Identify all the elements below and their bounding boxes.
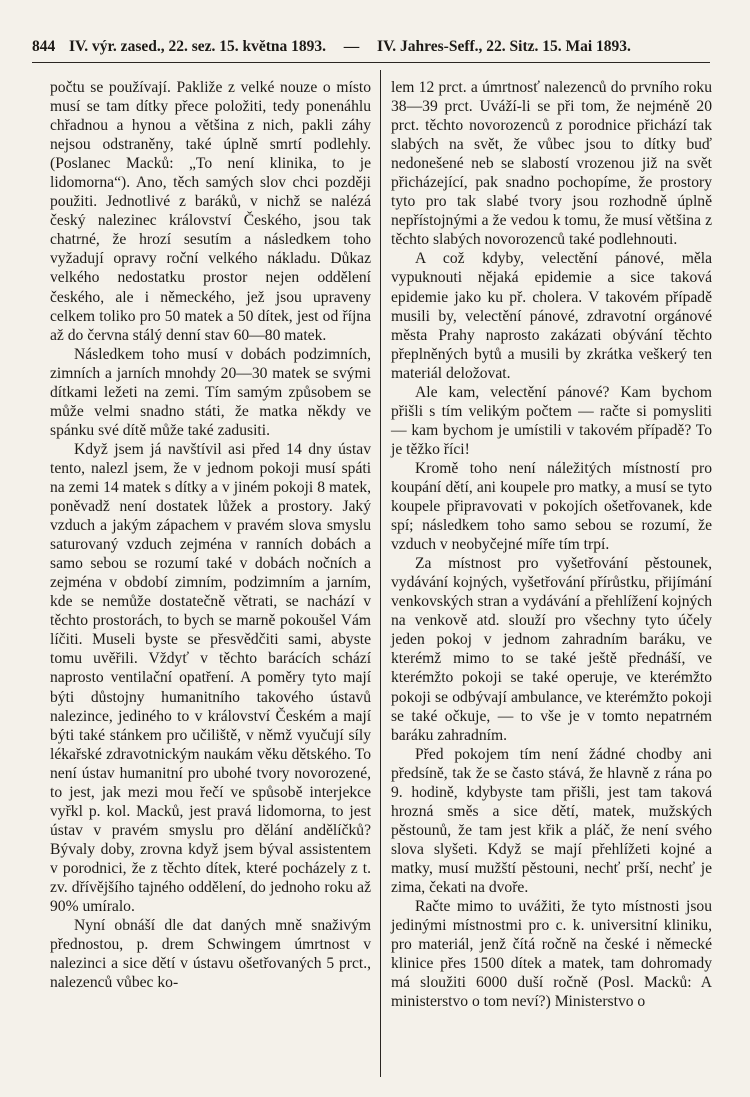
paragraph: lem 12 prct. a úmrtnosť nalezenců do prvního roku 38—39 prct. Uváží-li se při tom, že nejméně 20 prct. těchto novorozenců z porodnice přichází tak slabých na svět, že vůbec jsou to dítky buď nedonešené neb se slabostí vrozenou již na svět přicházející, pak snadno pochopíme, že prostory tyto pro tak slabé tvory jsou rozhodně úplně nepřístojnými a že vedou k tomu, že musí většina z těchto slabých novorozenců také podlehnouti. [390, 79, 713, 249]
right-column [381, 78, 712, 1077]
header-separator: — [343, 38, 360, 55]
paragraph: Nyní obnáší dle dat daných mně snaživým přednostou, p. drem Schwingem úmrtnost v nalezinci a sice dětí v ústavu ošetřovaných 5 prct., nalezenců vůbec ko- [50, 917, 372, 992]
paragraph: Před pokojem tím není žádné chodby ani předsíně, tak že se často stává, že hlavně z rána po 9. hodině, kdybyste tam přišli, jest tam taková hrozná směs a sice dětí, matek, mužských pěstounů, že tam jest křik a pláč, že není svého slova slyšeti. Když se mají přehlížeti kojné a matky, musí mužští pěstouni, nechť prší, nechť je zima, čekati na dvoře. [390, 745, 713, 896]
paragraph: Račte mimo to uvážiti, že tyto místnosti jsou jedinými místnostmi pro c. k. universitní kliniku, pro materiál, jenž čítá ročně na české i německé klinice přes 1500 dítek a matek, tam dohromady má sloužiti 6000 duší ročně (Posl. Macků: A ministerstvo o tom neví?) Ministerstvo o [390, 898, 713, 1011]
page-header [32, 36, 710, 63]
header-left-text: IV. výr. zased., 22. sez. 15. května 1893. [69, 38, 327, 55]
header-right-text: IV. Jahres-Seff., 22. Sitz. 15. Mai 1893. [377, 38, 631, 55]
paragraph: Ale kam, velectění pánové? Kam bychom přišli s tím velikým počtem — račte si pomysliti — kam bychom je umístili v takovém případě? To je těžko říci! [390, 383, 713, 458]
page-number: 844 [32, 38, 56, 55]
paragraph: počtu se používají. Pakliže z velké nouze o místo musí se tam dítky přece položiti, tedy ponenáhlu chřadnou a hynou a většina z nich, pakli záhy nejsou odstraněny, také úplně smrtí podlehly. (Poslanec Macků: „To není klinika, to je lidomorna“). Ano, těch samých slov chci později použiti. Jednotlivé z baráků, v nichž se nalézá český nalezinec království Českého, jsou tak chatrné, že hrozí sesutím a následkem toho vyžadují opravy roční velkého nákladu. Důkaz velkého nedostatku prostor nejen oddělení českého, ale i německého, jež jsou upraveny celkem toliko pro 50 matek a 50 dítek, jest od října až do června stálý denní stav 60—80 matek. [50, 79, 372, 344]
paragraph: Následkem toho musí v dobách podzimních, zimních a jarních mnohdy 20—30 matek se svými dítkami ležeti na zemi. Tím samým způsobem se může velmi snadno státi, že matka někdy ve spánku své dítě může také zadusiti. [50, 345, 372, 439]
text-columns [50, 78, 712, 1077]
paragraph: Když jsem já navštívil asi před 14 dny ústav tento, nalezl jsem, že v jednom pokoji musí spáti na zemi 14 matek s dítky a v jiném pokoji 8 matek, poněvadž není dostatek lůžek a prostory. Jaký vzduch a jakým zápachem v pravém slova smyslu saturovaný vzduch zejména v ranních dobách a samo sebou se rozumí také v dobách nočních a zejména v období zimním, podzimním a jarním, kde se nemůže dostatečně větrati, se nachází v těchto prostorách, to bych se marně pokoušel Vám líčiti. Museli byste se přesvědčiti sami, abyste tomu uvěřili. Vždyť v těchto barácích schází naprosto ventilační opatření. A poměry tyto mají býti důstojny humanitního takového ústavů nalezince, jediného to v království Českém a mají býti také stánkem pro učiliště, v němž vyučují síly lékařské zdravotnickým naukám věku dětského. To není ústav humanitní pro ubohé tvory novorozené, to jest, jak mezi mou řečí ve spůsobě interjekce vyřkl p. kol. Macků, jest pravá lidomorna, to jest ústav v pravém smyslu pro dělání andělíčků? Bývaly doby, zrovna když jsem býval assistentem v porodnici, že z těchto dítek, které pocházely z t. zv. dřívějšího tajného oddělení, do jednoho roku až 90% umíralo. [50, 440, 372, 916]
left-column [50, 78, 380, 1077]
paragraph: Za místnost pro vyšetřování pěstounek, vydávání kojných, vyšetřování přírůstku, přijímání venkovských stran a vydávání a přehlížení kojných na venkově atd. slouží pro všechny tyto účely jeden pokoj v jednom zahradním baráku, ve kterémž mimo to se také ještě přednáší, ve kterémžto pokoji se také operuje, ve kterémžto pokoji se odbývají ambulance, ve kterémžto pokoji se také očkuje, — to vše je v tomto nepatrném baráku zahradním. [390, 555, 713, 744]
paragraph: Kromě toho není náležitých místností pro koupání dětí, ani koupele pro matky, a musí se tyto koupele připravovati v pokojích ošetřovanek, kde spí; následkem toho samo sebou se rozumí, že vzduch v neobyčejné míře tím trpí. [390, 459, 713, 554]
paragraph: A což kdyby, velectění pánové, měla vypuknouti nějaká epidemie a sice taková epidemie jako ku př. cholera. V takovém případě musili by, velectění pánové, zdravotní orgánové města Prahy naprosto zakázati obývání těchto přeplněných bytů a musili by zkrátka veškerý ten materiál deložovat. [390, 250, 713, 382]
